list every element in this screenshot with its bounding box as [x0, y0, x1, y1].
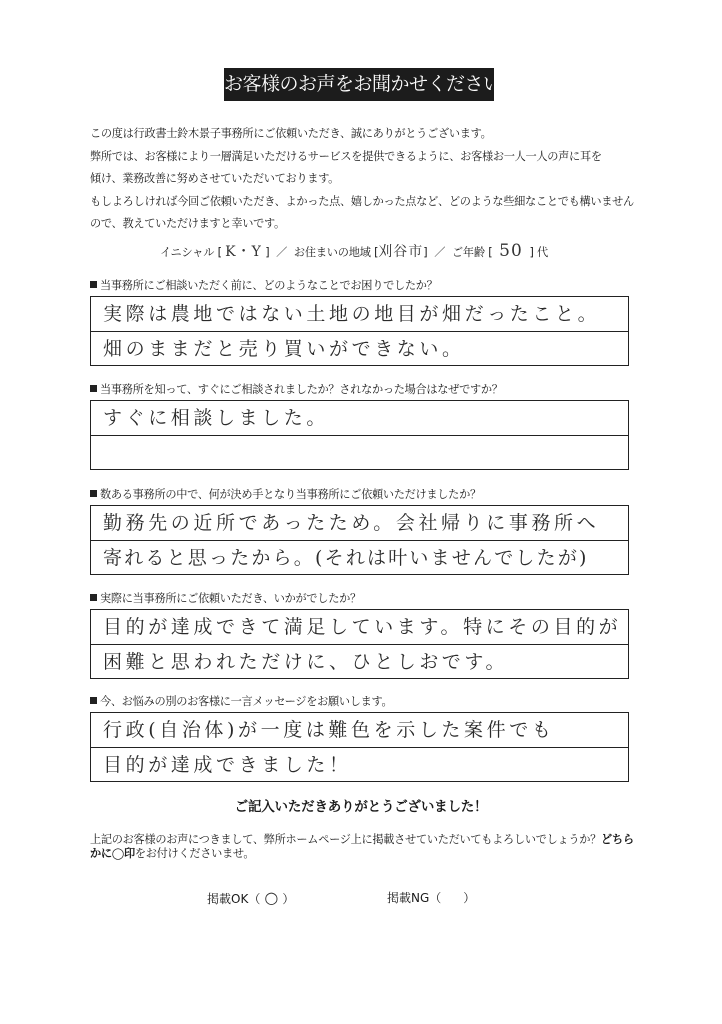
answer-line: 畑のままだと売り買いができない。 [91, 331, 628, 365]
consent-text: 上記のお客様のお声につきまして、弊所ホームページ上に掲載させていただいてもよろしいでしょうか？ [90, 833, 602, 846]
question-text: 実際に当事務所にご依頼いただき、いかがでしたか？ [100, 592, 361, 605]
age-value: 50 [499, 241, 523, 261]
area-value: 刈谷市 [378, 244, 424, 260]
bracket: ） [282, 892, 295, 906]
square-bullet-icon [90, 697, 97, 704]
question-4 [90, 592, 361, 606]
question-text: 当事務所を知って、すぐにご相談されましたか？されなかった場合はなぜですか？ [100, 383, 503, 396]
intro-line-5: ので、教えていただけますと幸いです。 [90, 217, 285, 230]
intro-line-4: もしよろしければ今回ご依頼いただき、よかった点、嬉しかった点など、どのような些細なことでも構いません [90, 195, 634, 208]
area-label: お住まいの地域 [293, 246, 371, 259]
answer-line [91, 435, 628, 469]
bracket: [ [374, 246, 379, 259]
respondent-info [160, 243, 548, 261]
publish-ng-option[interactable] [387, 890, 475, 906]
intro-line-3: 傾け、業務改善に努めさせていただいております。 [90, 172, 340, 185]
separator: ／ [434, 246, 446, 259]
answer-line: 実際は農地ではない土地の地目が畑だったこと。 [103, 303, 601, 325]
form-title: お客様のお声をお聞かせください [224, 68, 494, 101]
bracket: ] [529, 246, 534, 259]
question-5 [90, 695, 392, 709]
question-1 [90, 279, 438, 293]
answer-line: すぐに相談しました。 [103, 407, 330, 429]
answer-line: 困難と思われただけに、ひとしおです。 [91, 644, 628, 678]
publish-ok-label: 掲載OK（ [207, 892, 261, 906]
square-bullet-icon [90, 385, 97, 392]
bracket: [ [488, 246, 493, 259]
answer-line: 行政(自治体)が一度は難色を示した案件でも [103, 719, 555, 741]
bracket: ] [265, 246, 270, 259]
bracket: ] [423, 246, 428, 259]
thank-you-message: ご記入いただきありがとうございました！ [234, 799, 488, 815]
answer-box-2[interactable] [90, 400, 629, 470]
question-3 [90, 488, 481, 502]
consent-bold-text: どちらかに◯印 [90, 833, 634, 860]
separator: ／ [276, 246, 288, 259]
answer-box-5[interactable] [90, 712, 629, 782]
publish-ok-option[interactable] [207, 890, 294, 907]
age-label: ご年齢 [451, 246, 485, 259]
answer-line: 目的が達成できました！ [91, 747, 628, 781]
circle-mark: ○ [264, 888, 279, 907]
answer-box-1[interactable] [90, 296, 629, 366]
intro-line-1: この度は行政書士鈴木景子事務所にご依頼いただき、誠にありがとうございます。 [90, 127, 492, 140]
consent-tail-text: をお付けくださいませ。 [134, 847, 255, 860]
answer-line: 勤務先の近所であったため。会社帰りに事務所へ [103, 512, 600, 534]
square-bullet-icon [90, 281, 97, 288]
initial-label: イニシャル [160, 246, 215, 259]
intro-line-2: 弊所では、お客様により一層満足いただけるサービスを提供できるように、お客様お一人一人の声に耳を [90, 150, 602, 163]
bracket: [ [217, 246, 222, 259]
question-text: 今、お悩みの別のお客様に一言メッセージをお願いします。 [100, 695, 393, 708]
initial-value: K・Y [225, 244, 262, 260]
question-text: 数ある事務所の中で、何が決め手となり当事務所にご依頼いただけましたか？ [100, 488, 481, 501]
square-bullet-icon [90, 490, 97, 497]
bracket: ） [463, 891, 476, 905]
answer-line: 寄れると思ったから。(それは叶いませんでしたが) [91, 540, 628, 574]
age-suffix: 代 [537, 246, 549, 259]
answer-box-4[interactable] [90, 609, 629, 679]
consent-question [90, 833, 635, 861]
publish-ng-label: 掲載NG（ [387, 891, 442, 905]
question-text: 当事務所にご相談いただく前に、どのようなことでお困りでしたか？ [100, 279, 438, 292]
answer-line: 目的が達成できて満足しています。特にその目的が [103, 616, 622, 638]
square-bullet-icon [90, 594, 97, 601]
question-2 [90, 383, 503, 397]
answer-box-3[interactable] [90, 505, 629, 575]
